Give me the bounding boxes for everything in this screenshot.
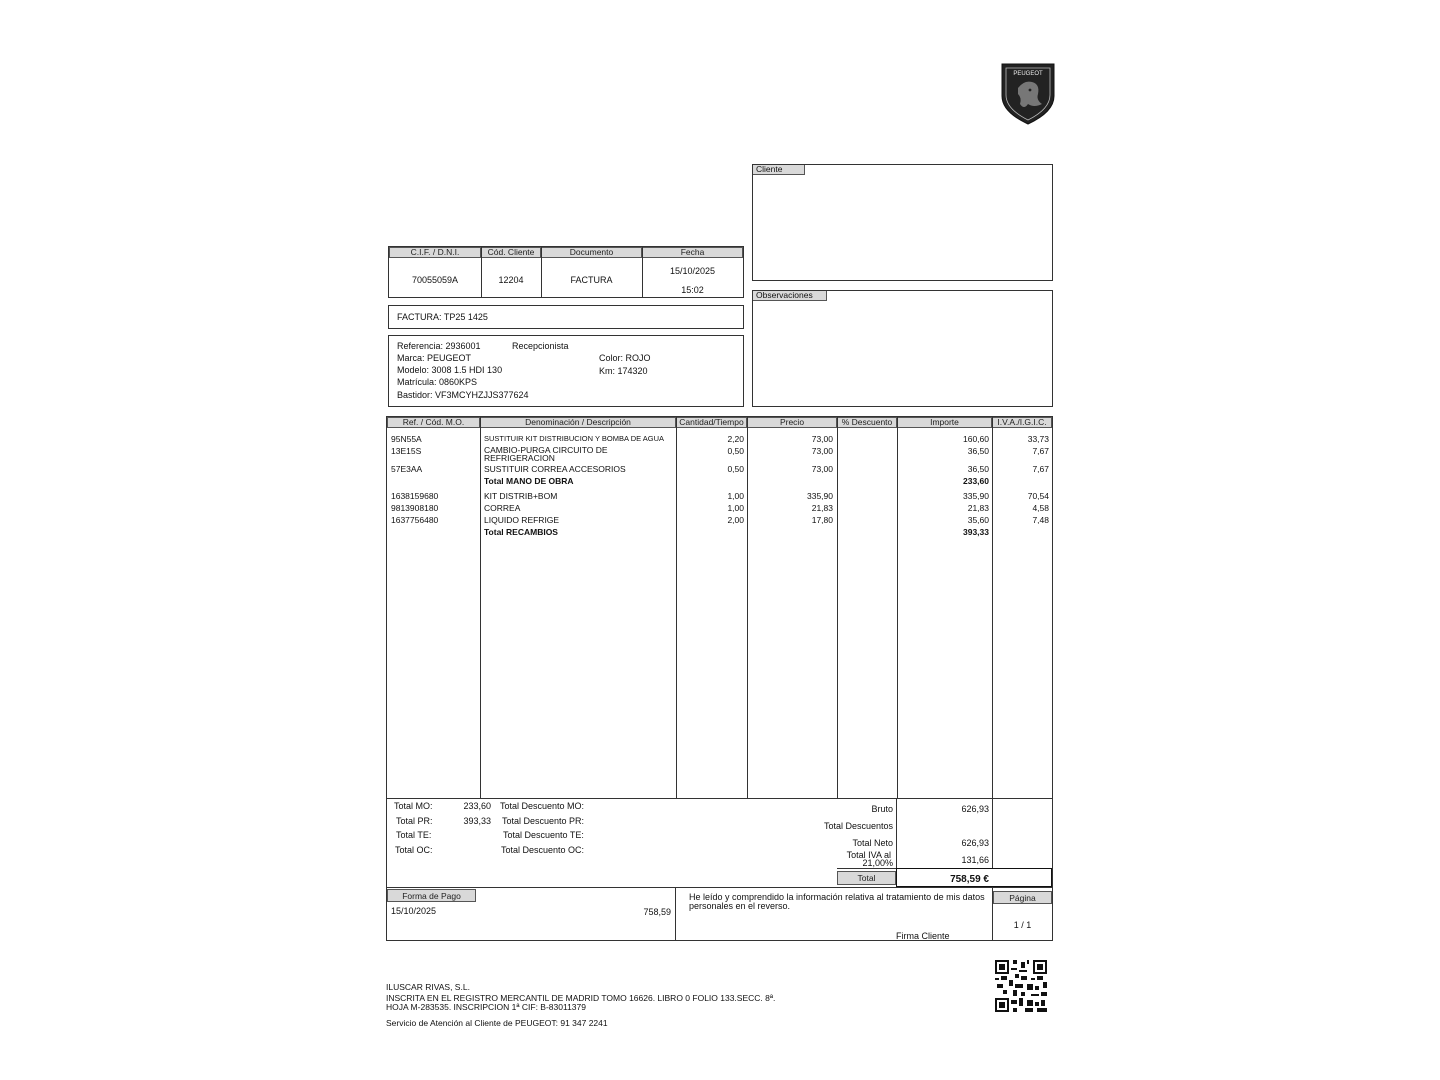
ref-cell: 9813908180: [391, 503, 439, 513]
factura-box: [388, 305, 744, 329]
table-row: [387, 464, 1052, 476]
cliente-label: Cliente: [753, 165, 805, 175]
total-neto-label: Total Neto: [852, 838, 893, 848]
registry-line-2: HOJA M-283535. INSCRIPCION 1ª CIF: B-83011379: [386, 1002, 586, 1012]
desc-cell: Total RECAMBIOS: [484, 527, 558, 537]
factura-number: FACTURA: TP25 1425: [397, 312, 488, 322]
precio-cell: 73,00: [811, 434, 833, 444]
cif-value: 70055059A: [411, 275, 459, 285]
total-descuentos-label: Total Descuentos: [823, 821, 893, 831]
table-row: [387, 503, 1052, 515]
total-pr-value: 393,33: [463, 816, 491, 826]
col-importe-header: Importe: [897, 417, 992, 428]
cant-cell: 1,00: [727, 503, 744, 513]
totals-box: [386, 798, 1053, 888]
fecha-header: Fecha: [642, 247, 743, 258]
importe-cell: 35,60: [967, 515, 989, 525]
bruto-label: Bruto: [871, 804, 893, 814]
desc-cell: SUSTITUIR CORREA ACCESORIOS: [484, 464, 626, 474]
cant-cell: 1,00: [727, 491, 744, 501]
observaciones-box: [752, 290, 1053, 407]
importe-cell: 233,60: [963, 476, 989, 486]
km: Km: 174320: [599, 366, 648, 376]
iva-cell: 7,48: [1032, 515, 1049, 525]
total-descuento-pr-label: Total Descuento PR:: [502, 816, 585, 826]
precio-cell: 73,00: [811, 464, 833, 474]
importe-cell: 335,90: [963, 491, 989, 501]
firma-cliente-label: Firma Cliente: [896, 931, 950, 941]
qr-code: [995, 960, 1047, 1012]
subtotal-row-mano-obra: [387, 476, 1052, 488]
total-te-label: Total TE:: [396, 830, 432, 840]
vehicle-info-box: [388, 335, 744, 407]
payment-amount: 758,59: [643, 907, 671, 917]
fecha-value: 15/10/2025: [669, 266, 716, 276]
total-mo-label: Total MO:: [394, 801, 433, 811]
svg-text:PEUGEOT: PEUGEOT: [1013, 71, 1043, 77]
pagina-label: Página: [993, 891, 1052, 904]
ref-cell: 1637756480: [391, 515, 439, 525]
cod-cliente-header: Cód. Cliente: [481, 247, 541, 258]
total-neto-value: 626,93: [961, 838, 989, 848]
total-iva-value: 131,66: [961, 855, 989, 865]
cant-cell: 2,00: [727, 515, 744, 525]
recepcionista: Recepcionista: [512, 341, 569, 351]
customer-service: Servicio de Atención al Cliente de PEUGEOT: 91 347 2241: [386, 1018, 608, 1028]
desc-cell: CAMBIO-PURGA CIRCUITO DE REFRIGERACION: [484, 445, 608, 463]
precio-cell: 73,00: [811, 446, 833, 456]
col-desc-header: Denominación / Descripción: [480, 417, 676, 428]
cliente-box: [752, 164, 1053, 281]
matricula: Matrícula: 0860KPS: [397, 377, 478, 387]
desc-cell: Total MANO DE OBRA: [484, 476, 574, 486]
subtotal-row-recambios: [387, 527, 1052, 539]
header-info-table: [388, 246, 744, 298]
payment-date: 15/10/2025: [391, 906, 437, 916]
ref-cell: 1638159680: [391, 491, 439, 501]
cif-header: C.I.F. / D.N.I.: [389, 247, 481, 258]
modelo: Modelo: 3008 1.5 HDI 130: [397, 365, 503, 375]
iva-cell: 33,73: [1027, 434, 1049, 444]
forma-pago-label: Forma de Pago: [387, 889, 476, 902]
table-row: [387, 446, 1052, 464]
documento-value: FACTURA: [570, 275, 613, 285]
iva-cell: 4,58: [1032, 503, 1049, 513]
items-table: [386, 416, 1053, 799]
importe-cell: 160,60: [963, 434, 989, 444]
col-ref-header: Ref. / Cód. M.O.: [387, 417, 480, 428]
total-pr-label: Total PR:: [396, 816, 433, 826]
privacy-notice: He leído y comprendido la información relativa al tratamiento de mis datos personales en el reverso.: [689, 892, 985, 911]
importe-cell: 36,50: [967, 446, 989, 456]
payment-box: [386, 887, 1053, 941]
col-descuento-header: % Descuento: [837, 417, 897, 428]
total-descuento-mo-label: Total Descuento MO:: [500, 801, 585, 811]
precio-cell: 17,80: [811, 515, 833, 525]
desc-cell: CORREA: [484, 503, 521, 513]
registry-line-1: INSCRITA EN EL REGISTRO MERCANTIL DE MADRID TOMO 16626. LIBRO 0 FOLIO 133.SECC. 8ª.: [386, 993, 776, 1003]
total-iva-rate: 21,00%: [862, 858, 893, 868]
total-mo-value: 233,60: [463, 801, 491, 811]
pagina-value: 1 / 1: [1013, 920, 1032, 930]
total-label: Total: [837, 871, 896, 885]
referencia: Referencia: 2936001: [397, 341, 481, 351]
total-value: 758,59 €: [950, 874, 989, 885]
marca: Marca: PEUGEOT: [397, 353, 472, 363]
iva-cell: 70,54: [1027, 491, 1049, 501]
bastidor: Bastidor: VF3MCYHZJJS377624: [397, 390, 529, 400]
observaciones-label: Observaciones: [753, 291, 827, 301]
total-descuento-oc-label: Total Descuento OC:: [501, 845, 585, 855]
iva-cell: 7,67: [1032, 446, 1049, 456]
desc-cell: LIQUIDO REFRIGE: [484, 515, 560, 525]
cant-cell: 2,20: [727, 434, 744, 444]
ref-cell: 13E15S: [391, 446, 422, 456]
total-descuento-te-label: Total Descuento TE:: [503, 830, 584, 840]
cant-cell: 0,50: [727, 464, 744, 474]
peugeot-logo: [998, 60, 1058, 126]
company-name: ILUSCAR RIVAS, S.L.: [386, 982, 470, 992]
table-row: [387, 491, 1052, 503]
importe-cell: 393,33: [963, 527, 989, 537]
col-cant-header: Cantidad/Tiempo: [676, 417, 747, 428]
importe-cell: 36,50: [967, 464, 989, 474]
desc-cell: SUSTITUIR KIT DISTRIBUCION Y BOMBA DE AGUA: [484, 434, 665, 443]
col-iva-header: I.V.A./I.G.I.C.: [992, 417, 1052, 428]
color: Color: ROJO: [599, 353, 651, 363]
hora-value: 15:02: [681, 285, 704, 295]
total-oc-label: Total OC:: [395, 845, 433, 855]
table-row: [387, 515, 1052, 527]
ref-cell: 57E3AA: [391, 464, 423, 474]
desc-cell: KIT DISTRIB+BOM: [484, 491, 558, 501]
col-precio-header: Precio: [747, 417, 837, 428]
precio-cell: 21,83: [811, 503, 833, 513]
documento-header: Documento: [541, 247, 642, 258]
ref-cell: 95N55A: [391, 434, 422, 444]
cant-cell: 0,50: [727, 446, 744, 456]
importe-cell: 21,83: [967, 503, 989, 513]
total-iva-label: Total IVA al: [846, 850, 891, 860]
iva-cell: 7,67: [1032, 464, 1049, 474]
precio-cell: 335,90: [807, 491, 833, 501]
cod-cliente-value: 12204: [498, 275, 524, 285]
bruto-value: 626,93: [961, 804, 989, 814]
